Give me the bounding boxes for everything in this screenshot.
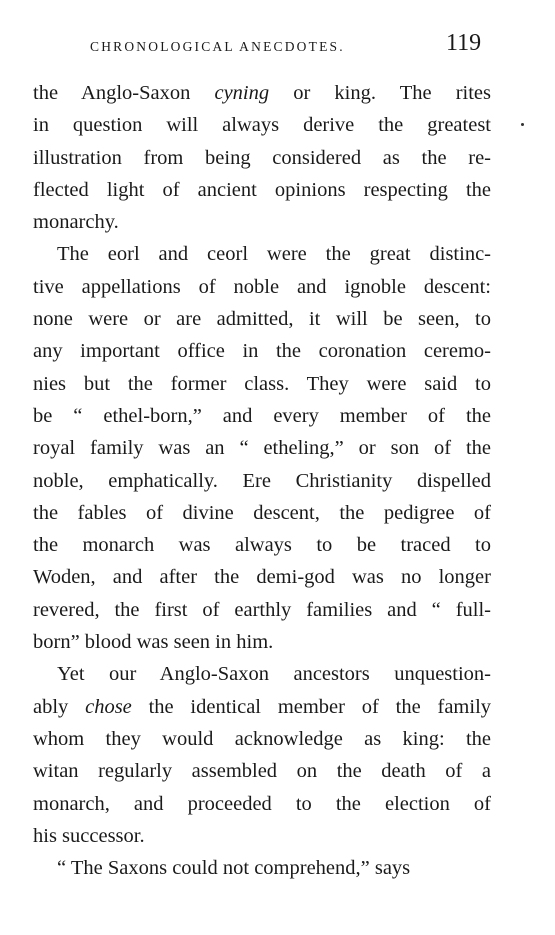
text-line: The eorl and ceorl were the great distinc- bbox=[57, 243, 491, 266]
paragraph bbox=[33, 238, 491, 658]
running-header bbox=[0, 30, 555, 60]
text-line: tive appellations of noble and ignoble descent: bbox=[33, 275, 491, 298]
text-line: Woden, and after the demi-god was no longer bbox=[33, 566, 491, 589]
text-line: nies but the former class. They were said to bbox=[33, 372, 491, 395]
text-line: witan regularly assembled on the death of a bbox=[33, 760, 491, 783]
text-line: the monarch was always to be traced to bbox=[33, 534, 491, 557]
text-line: ably chose the identical member of the family bbox=[33, 695, 492, 718]
text-line: any important office in the coronation ceremo- bbox=[33, 340, 491, 363]
text-line: the fables of divine descent, the pedigree of bbox=[33, 501, 491, 524]
body-text bbox=[33, 77, 491, 884]
text-line: flected light of ancient opinions respecting the bbox=[33, 178, 491, 201]
text-line: born” blood was seen in him. bbox=[33, 631, 274, 654]
text-line: monarchy. bbox=[33, 211, 119, 234]
text-line: Yet our Anglo-Saxon ancestors unquestion- bbox=[57, 663, 491, 686]
text-line: revered, the first of earthly families and “ full- bbox=[33, 598, 491, 621]
page-number: 119 bbox=[446, 30, 482, 56]
text-line: the Anglo-Saxon cyning or king. The rites bbox=[33, 82, 492, 104]
text-line: none were or are admitted, it will be seen, to bbox=[33, 308, 491, 331]
text-line: “ The Saxons could not comprehend,” says bbox=[57, 857, 411, 880]
paragraph bbox=[33, 852, 491, 884]
text-line: monarch, and proceeded to the election of bbox=[33, 792, 491, 815]
paragraph bbox=[33, 658, 491, 852]
paragraph bbox=[33, 77, 491, 238]
text-line: whom they would acknowledge as king: the bbox=[33, 727, 491, 750]
text-line: illustration from being considered as the re- bbox=[33, 146, 491, 169]
text-line: his successor. bbox=[33, 824, 145, 847]
text-line: noble, emphatically. Ere Christianity dispelled bbox=[33, 469, 491, 492]
margin-speck bbox=[521, 123, 524, 126]
text-line: royal family was an “ etheling,” or son of the bbox=[33, 437, 491, 460]
running-title: CHRONOLOGICAL ANECDOTES. bbox=[90, 39, 345, 54]
text-line: be “ ethel-born,” and every member of the bbox=[33, 404, 491, 427]
text-line: in question will always derive the greatest bbox=[33, 114, 491, 137]
